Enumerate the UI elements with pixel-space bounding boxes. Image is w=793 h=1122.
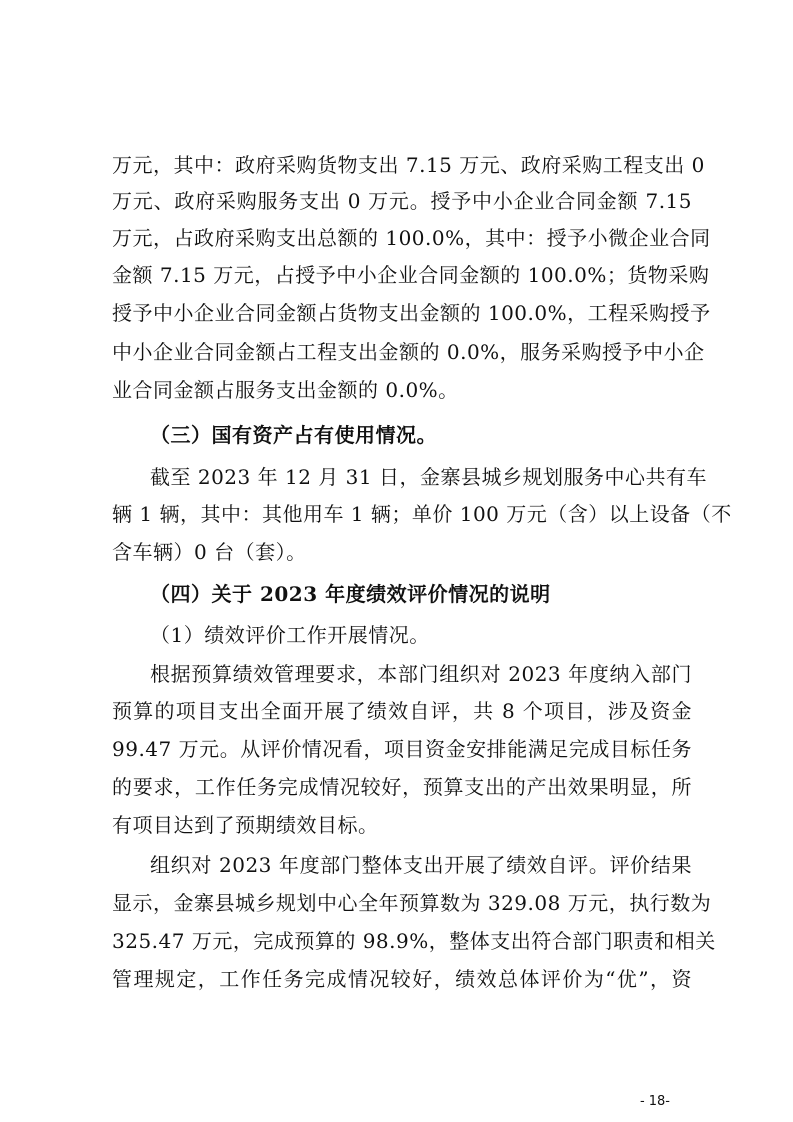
paragraph-line: 管理规定，工作任务完成情况较好，绩效总体评价为“优”，资 [112, 967, 692, 991]
paragraph-line: 99.47 万元。从评价情况看，项目资金安排能满足完成目标任务 [112, 737, 692, 761]
page-number-text: - 18- [639, 1094, 670, 1109]
paragraph-line: 金额 7.15 万元，占授予中小企业合同金额的 100.0%；货物采购 [112, 263, 710, 287]
paragraph-line: 授予中小企业合同金额占货物支出金额的 100.0%，工程采购授予 [112, 301, 711, 325]
paragraph-line: 中小企业合同金额占工程支出金额的 0.0%，服务采购授予中小企 [112, 340, 705, 364]
subsection-heading: （1）绩效评价工作开展情况。 [150, 623, 430, 647]
page-number [0, 1094, 670, 1109]
paragraph-line: 显示，金寨县城乡规划中心全年预算数为 329.08 万元，执行数为 [112, 891, 712, 915]
paragraph-line: 辆 1 辆，其中：其他用车 1 辆；单价 100 万元（含）以上设备（不 [112, 502, 732, 526]
paragraph-line: 万元，其中：政府采购货物支出 7.15 万元、政府采购工程支出 0 [112, 153, 705, 177]
paragraph-line: 万元、政府采购服务支出 0 万元。授予中小企业合同金额 7.15 [112, 189, 692, 213]
paragraph-line: 325.47 万元，完成预算的 98.9%，整体支出符合部门职责和相关 [112, 929, 716, 953]
paragraph-line: 的要求，工作任务完成情况较好，预算支出的产出效果明显，所 [112, 775, 692, 799]
paragraph-line: 万元，占政府采购支出总额的 100.0%，其中：授予小微企业合同 [112, 226, 711, 250]
paragraph-line: 含车辆）0 台（套）。 [112, 540, 307, 564]
section-heading: （三）国有资产占有使用情况。 [150, 423, 437, 447]
paragraph-line: 组织对 2023 年度部门整体支出开展了绩效自评。评价结果 [150, 853, 692, 877]
paragraph-line: 业合同金额占服务支出金额的 0.0%。 [112, 378, 459, 402]
paragraph-line: 根据预算绩效管理要求，本部门组织对 2023 年度纳入部门 [150, 662, 692, 686]
section-heading: （四）关于 2023 年度绩效评价情况的说明 [150, 582, 551, 606]
paragraph-line: 截至 2023 年 12 月 31 日，金寨县城乡规划服务中心共有车 [150, 465, 707, 489]
paragraph-line: 有项目达到了预期绩效目标。 [112, 813, 379, 837]
paragraph-line: 预算的项目支出全面开展了绩效自评，共 8 个项目，涉及资金 [112, 699, 692, 723]
